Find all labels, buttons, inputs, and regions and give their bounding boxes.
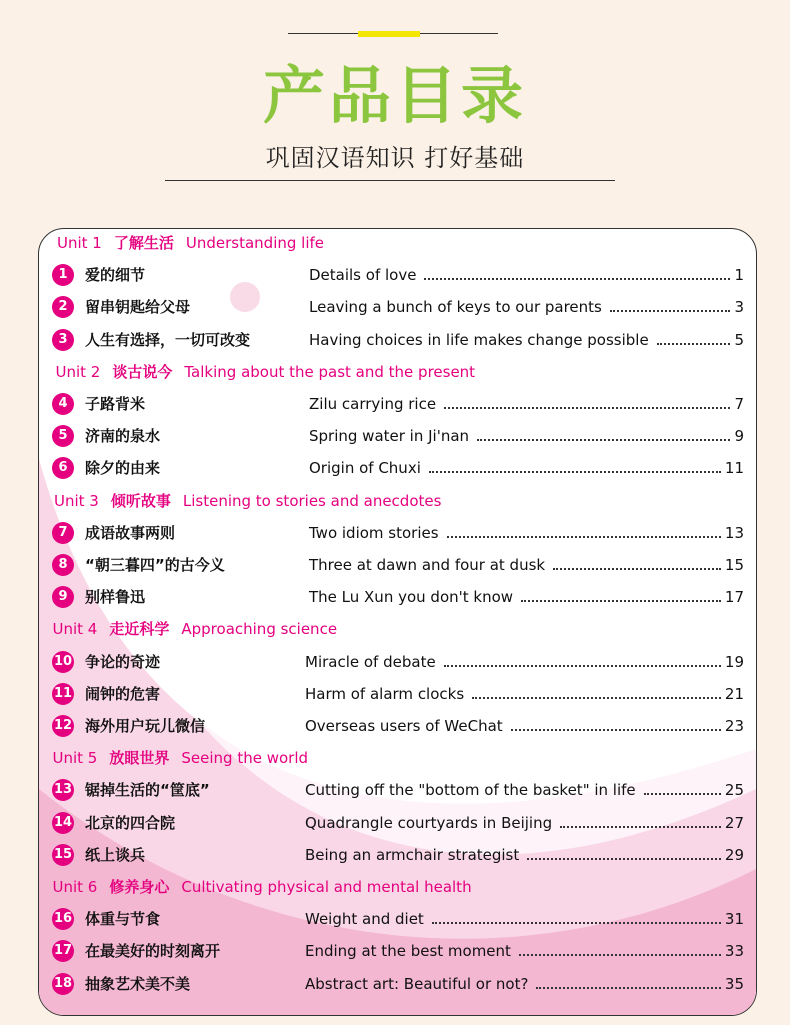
dot-leader: [447, 523, 721, 538]
page-number: 15: [724, 556, 744, 574]
lesson-title-cn: 闹钟的危害: [85, 684, 161, 703]
lesson-title-cn: 别样鲁迅: [85, 588, 146, 607]
unit-heading: [53, 877, 472, 897]
lesson-title-en: Details of love: [309, 266, 417, 285]
lesson-title-cn: 除夕的由来: [85, 459, 161, 478]
list-item[interactable]: [39, 972, 756, 996]
lesson-entry: [305, 652, 744, 672]
unit-title-en: Approaching science: [181, 620, 338, 639]
page-number: 35: [724, 974, 744, 993]
lesson-title-en: Overseas users of WeChat: [305, 717, 503, 735]
unit-heading: [57, 233, 324, 253]
dot-leader: [536, 974, 720, 989]
unit-heading: [53, 619, 338, 639]
lesson-number-badge: 11: [52, 683, 74, 705]
lesson-title-cn: 济南的泉水: [85, 427, 161, 446]
lesson-title-en: Ending at the best moment: [305, 942, 511, 961]
dot-leader: [644, 780, 721, 795]
lesson-title-en: Quadrangle courtyards in Beijing: [305, 813, 553, 832]
page-number: 17: [724, 588, 744, 607]
lesson-title-en: Two idiom stories: [309, 523, 439, 542]
page-number: 27: [724, 813, 744, 832]
lesson-number-badge: 18: [52, 973, 74, 995]
page-number: 33: [724, 942, 744, 961]
dot-leader: [477, 426, 730, 441]
lesson-entry: [305, 845, 744, 865]
contents-list: [39, 229, 756, 1015]
lesson-title-cn: 纸上谈兵: [85, 845, 146, 864]
top-accent-bar: [358, 31, 420, 37]
unit-label: Unit 3: [54, 491, 99, 510]
lesson-title-en: Harm of alarm clocks: [305, 684, 465, 703]
lesson-title-en: Origin of Chuxi: [309, 459, 421, 478]
lesson-number-badge: 17: [52, 940, 74, 962]
lesson-title-cn: 锯掉生活的“筐底”: [85, 781, 210, 800]
unit-label: Unit 5: [52, 749, 98, 768]
dot-leader: [429, 458, 721, 473]
dot-leader: [519, 941, 721, 956]
lesson-number-badge: 8: [52, 554, 74, 576]
page-number: 9: [734, 427, 744, 446]
subtitle-divider-line: [165, 180, 615, 181]
lesson-entry: [309, 297, 744, 317]
dot-leader: [521, 587, 721, 602]
lesson-entry: [305, 974, 744, 994]
page-number: 3: [734, 298, 744, 317]
lesson-title-cn: 争论的奇迹: [85, 652, 161, 671]
page-number: 19: [724, 652, 744, 671]
dot-leader: [444, 652, 721, 667]
lesson-entry: [305, 780, 744, 800]
unit-heading: [53, 748, 309, 768]
unit-title-cn: 放眼世界: [109, 749, 170, 768]
page-number: 11: [724, 459, 744, 478]
page-number: 7: [734, 395, 744, 413]
contents-panel: [38, 228, 757, 1016]
list-item[interactable]: [39, 553, 756, 577]
lesson-number-badge: 13: [52, 779, 74, 801]
lesson-number-badge: 1: [52, 264, 74, 286]
page-number: 31: [724, 910, 744, 929]
lesson-entry: [309, 330, 744, 350]
page-number: 5: [734, 330, 744, 349]
lesson-number-badge: 4: [52, 393, 74, 415]
lesson-number-badge: 6: [52, 457, 74, 479]
lesson-title-en: Abstract art: Beautiful or not?: [305, 974, 529, 993]
lesson-entry: [309, 265, 744, 285]
list-item[interactable]: [39, 392, 756, 416]
list-item[interactable]: [39, 939, 756, 963]
lesson-title-cn: 抽象艺术美不美: [85, 974, 191, 993]
unit-title-en: Talking about the past and the present: [184, 362, 476, 381]
lesson-entry: [309, 587, 744, 607]
lesson-number-badge: 9: [52, 586, 74, 608]
unit-title-en: Cultivating physical and mental health: [181, 878, 472, 896]
lesson-title-cn: “朝三暮四”的古今义: [85, 556, 225, 574]
unit-label: Unit 4: [52, 620, 98, 639]
lesson-title-cn: 子路背米: [85, 395, 146, 413]
unit-title-cn: 谈古说今: [112, 362, 173, 381]
lesson-number-badge: 14: [52, 812, 74, 834]
dot-leader: [657, 330, 731, 345]
lesson-title-cn: 体重与节食: [85, 910, 161, 929]
lesson-title-cn: 爱的细节: [85, 266, 146, 285]
page-title: 产品目录: [262, 59, 527, 132]
lesson-entry: [305, 909, 744, 929]
lesson-title-en: Having choices in life makes change possible: [309, 330, 649, 349]
page-number: 13: [724, 523, 744, 542]
page-number: 21: [724, 684, 744, 703]
list-item[interactable]: [39, 424, 756, 448]
lesson-number-badge: 12: [52, 715, 74, 737]
lesson-title-en: Leaving a bunch of keys to our parents: [309, 298, 602, 317]
lesson-title-cn: 海外用户玩儿微信: [85, 717, 206, 735]
lesson-title-cn: 在最美好的时刻离开: [85, 942, 221, 961]
dot-leader: [560, 813, 721, 828]
lesson-title-en: The Lu Xun you don't know: [309, 588, 514, 607]
list-item[interactable]: [39, 907, 756, 931]
unit-label: Unit 2: [55, 362, 101, 381]
list-item[interactable]: [39, 778, 756, 802]
list-item[interactable]: [39, 456, 756, 480]
lesson-title-en: Zilu carrying rice: [309, 395, 437, 413]
lesson-entry: [309, 523, 744, 543]
lesson-entry: [309, 555, 744, 575]
list-item[interactable]: [39, 263, 756, 287]
lesson-title-en: Spring water in Ji'nan: [309, 427, 470, 446]
list-item[interactable]: [39, 295, 756, 319]
lesson-title-cn: 留串钥匙给父母: [85, 298, 191, 317]
unit-title-en: Understanding life: [185, 234, 325, 252]
list-item[interactable]: [39, 328, 756, 352]
unit-title-cn: 倾听故事: [110, 491, 171, 510]
lesson-entry: [305, 813, 744, 833]
page-number: 1: [734, 266, 744, 285]
page-number: 25: [724, 781, 744, 800]
lesson-number-badge: 10: [52, 651, 74, 673]
dot-leader: [424, 265, 730, 280]
lesson-number-badge: 3: [52, 329, 74, 351]
unit-title-cn: 修养身心: [109, 878, 170, 896]
lesson-title-en: Three at dawn and four at dusk: [309, 556, 546, 574]
lesson-number-badge: 5: [52, 425, 74, 447]
unit-label: Unit 6: [52, 878, 98, 896]
page-number: 23: [724, 717, 744, 735]
lesson-title-en: Being an armchair strategist: [305, 845, 520, 864]
unit-heading: [54, 491, 441, 511]
lesson-number-badge: 7: [52, 522, 74, 544]
list-item[interactable]: [39, 650, 756, 674]
lesson-title-en: Weight and diet: [305, 910, 424, 929]
lesson-number-badge: 15: [52, 844, 74, 866]
lesson-entry: [309, 458, 744, 478]
lesson-title-cn: 北京的四合院: [85, 813, 176, 832]
lesson-entry: [305, 716, 744, 736]
lesson-entry: [305, 941, 744, 961]
list-item[interactable]: [39, 521, 756, 545]
dot-leader: [472, 684, 721, 699]
dot-leader: [527, 845, 721, 860]
unit-title-en: Seeing the world: [181, 749, 309, 768]
page-subtitle: 巩固汉语知识 打好基础: [265, 144, 525, 172]
list-item[interactable]: [39, 585, 756, 609]
list-item[interactable]: [39, 714, 756, 738]
page-number: 29: [724, 845, 744, 864]
lesson-title-cn: 人生有选择，一切可改变: [85, 330, 251, 349]
dot-leader: [553, 555, 721, 570]
unit-label: Unit 1: [57, 234, 102, 252]
lesson-entry: [309, 394, 744, 414]
dot-leader: [432, 909, 721, 924]
unit-title-cn: 了解生活: [113, 234, 174, 252]
lesson-number-badge: 16: [52, 908, 74, 930]
lesson-title-cn: 成语故事两则: [85, 523, 176, 542]
dot-leader: [610, 297, 731, 312]
lesson-title-en: Miracle of debate: [305, 652, 436, 671]
unit-heading: [56, 362, 476, 382]
unit-title-cn: 走近科学: [109, 620, 170, 639]
list-item[interactable]: [39, 682, 756, 706]
dot-leader: [444, 394, 730, 409]
lesson-number-badge: 2: [52, 296, 74, 318]
unit-title-en: Listening to stories and anecdotes: [182, 491, 442, 510]
lesson-title-en: Cutting off the "bottom of the basket" in life: [305, 781, 636, 800]
lesson-entry: [309, 426, 744, 446]
dot-leader: [511, 716, 721, 731]
lesson-entry: [305, 684, 744, 704]
list-item[interactable]: [39, 811, 756, 835]
list-item[interactable]: [39, 843, 756, 867]
